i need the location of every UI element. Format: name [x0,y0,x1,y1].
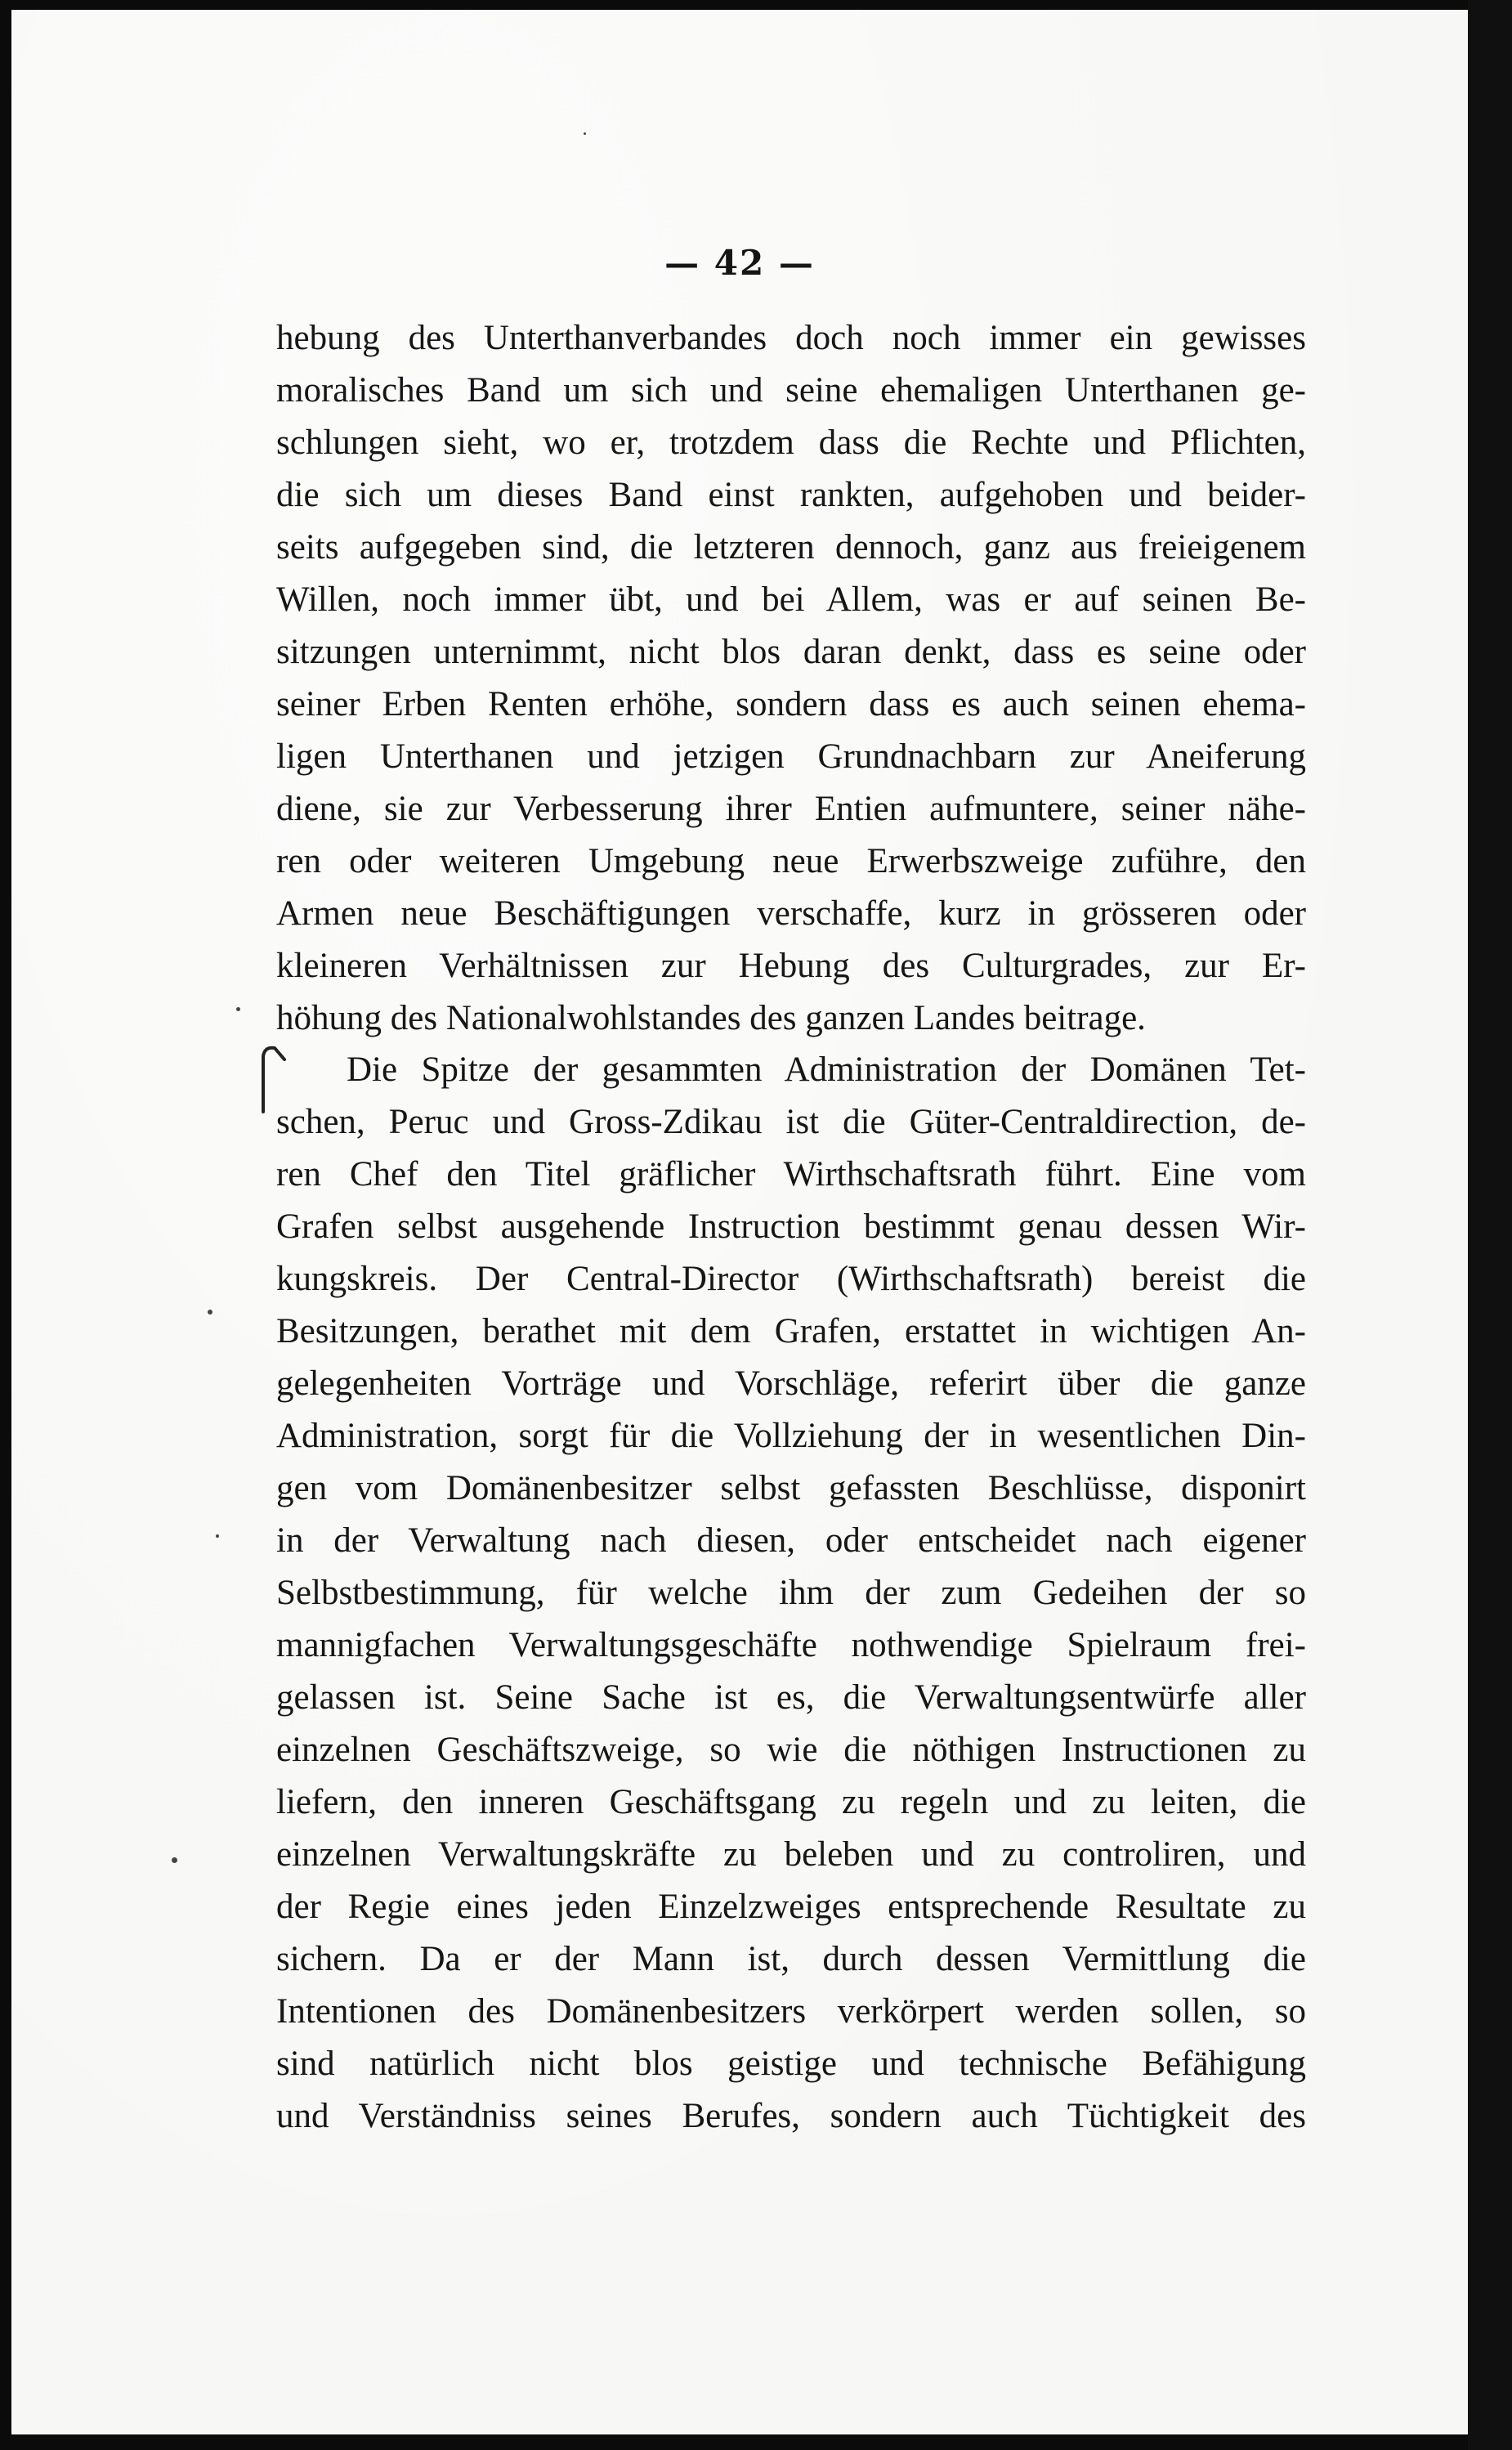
text-line: hebung des Unterthanverbandes doch noch immer ein gewisses [276,319,1306,357]
scan-speck [584,132,586,135]
text-line: diene, sie zur Verbesserung ihrer Entien aufmuntere, seiner nähe- [276,790,1306,828]
text-line: ren Chef den Titel gräflicher Wirthschaftsrath führt. Eine vom [276,1155,1306,1194]
text-line: Intentionen des Domänenbesitzers verkörpert werden sollen, so [276,1992,1306,2031]
text-line: die sich um dieses Band einst rankten, aufgehoben und beider- [276,476,1306,514]
text-line: Administration, sorgt für die Vollziehung der in wesentlichen Din- [276,1417,1306,1455]
text-line: und Verständniss seines Berufes, sondern auch Tüchtigkeit des [276,2097,1306,2135]
text-line: kleineren Verhältnissen zur Hebung des Culturgrades, zur Er- [276,947,1306,985]
text-line: kungskreis. Der Central-Director (Wirthschaftsrath) bereist die [276,1260,1306,1298]
text-line: gelegenheiten Vorträge und Vorschläge, referirt über die ganze [276,1364,1306,1403]
text-line: ren oder weiteren Umgebung neue Erwerbszweige zuführe, den [276,842,1306,880]
text-line: ligen Unterthanen und jetzigen Grundnachbarn zur Aneiferung [276,737,1306,776]
text-line: einzelnen Verwaltungskräfte zu beleben und zu controliren, und [276,1835,1306,1874]
text-line: in der Verwaltung nach diesen, oder entscheidet nach eigener [276,1521,1306,1560]
paragraph-2 [276,1044,1306,2143]
text-line: höhung des Nationalwohlstandes des ganzen Landes beitrage. [276,999,1146,1037]
book-page [11,10,1468,2434]
scan-speck [216,1534,219,1538]
scan-right-edge [1468,0,1512,2450]
text-line: Die Spitze der gesammten Administration der Domänen Tet- [347,1050,1306,1089]
text-line: seiner Erben Renten erhöhe, sondern dass es auch seinen ehema- [276,685,1306,723]
text-line: sitzungen unternimmt, nicht blos daran denkt, dass es seine oder [276,633,1306,671]
scan-speck [236,1007,240,1011]
text-line: seits aufgegeben sind, die letzteren dennoch, ganz aus freieigenem [276,528,1306,567]
text-line: sind natürlich nicht blos geistige und technische Befähigung [276,2045,1306,2083]
text-line: moralisches Band um sich und seine ehemaligen Unterthanen ge- [276,371,1306,410]
scan-speck [172,1857,177,1863]
page-number: — 42 — [664,243,815,283]
text-line: gen vom Domänenbesitzer selbst gefassten Beschlüsse, disponirt [276,1469,1306,1507]
text-line: liefern, den inneren Geschäftsgang zu regeln und zu leiten, die [276,1783,1306,1821]
paragraph-1 [276,312,1306,1045]
text-line: der Regie eines jeden Einzelzweiges entsprechende Resultate zu [276,1888,1306,1926]
text-line: schlungen sieht, wo er, trotzdem dass die Rechte und Pflichten, [276,423,1306,462]
text-line: Willen, noch immer übt, und bei Allem, was er auf seinen Be- [276,580,1306,619]
text-line: einzelnen Geschäftszweige, so wie die nöthigen Instructionen zu [276,1731,1306,1769]
text-line: Grafen selbst ausgehende Instruction bestimmt genau dessen Wir- [276,1207,1306,1246]
text-line: Selbstbestimmung, für welche ihm der zum Gedeihen der so [276,1574,1306,1612]
scan-speck [208,1310,212,1315]
text-line: sichern. Da er der Mann ist, durch dessen Vermittlung die [276,1940,1306,1978]
text-line: schen, Peruc und Gross-Zdikau ist die Güter-Centraldirection, de- [276,1103,1306,1141]
text-line: Armen neue Beschäftigungen verschaffe, kurz in grösseren oder [276,894,1306,933]
text-line: Besitzungen, berathet mit dem Grafen, erstattet in wichtigen An- [276,1312,1306,1350]
text-line: mannigfachen Verwaltungsgeschäfte nothwendige Spielraum frei- [276,1626,1306,1664]
text-line: gelassen ist. Seine Sache ist es, die Verwaltungsentwürfe aller [276,1678,1306,1717]
